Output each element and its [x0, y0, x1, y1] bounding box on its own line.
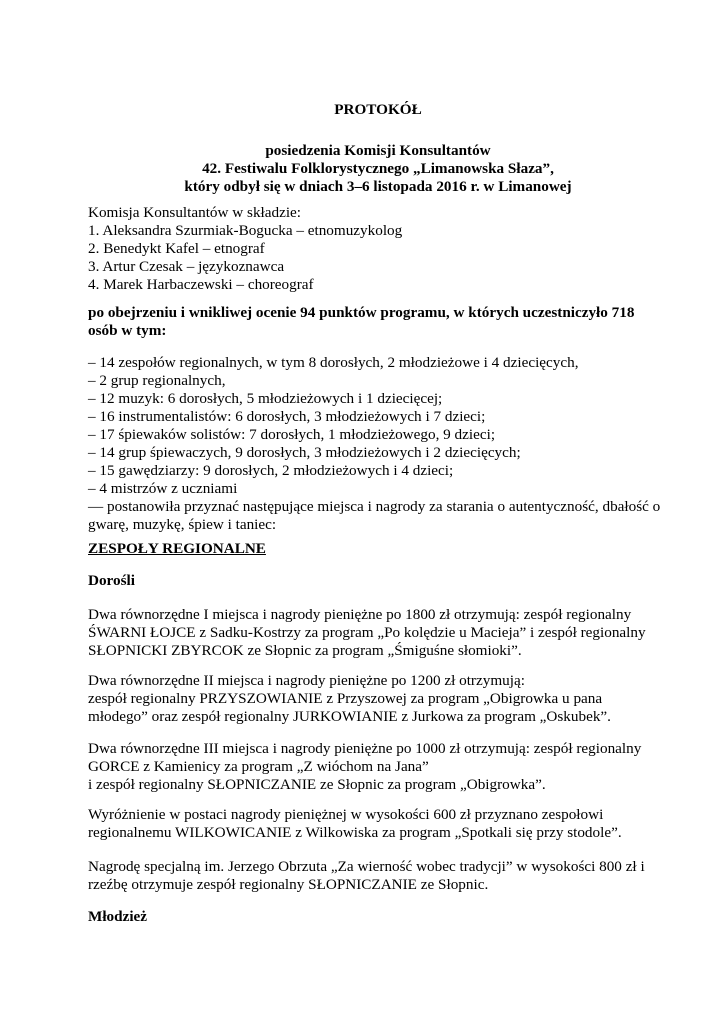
list-item: – 16 instrumentalistów: 6 dorosłych, 3 młodzieżowych i 7 dzieci; — [88, 408, 486, 425]
list-item: — postanowiła przyznać następujące miejsca i nagrody za starania o autentyczność, dbałość o — [88, 498, 661, 515]
committee-member: 3. Artur Czesak – językoznawca — [88, 258, 285, 275]
committee-section — [88, 204, 668, 294]
list-item: – 12 muzyk: 6 dorosłych, 5 młodzieżowych i 1 dziecięcej; — [88, 390, 443, 407]
sub-heading-youth: Młodzież — [88, 908, 148, 925]
list-item: gwarę, muzykę, śpiew i taniec: — [88, 516, 277, 533]
award-special — [88, 858, 668, 894]
list-item: – 17 śpiewaków solistów: 7 dorosłych, 1 młodzieżowego, 9 dzieci; — [88, 426, 496, 443]
document-subtitle — [88, 142, 668, 196]
paragraph-line: Dwa równorzędne II miejsca i nagrody pieniężne po 1200 zł otrzymują: — [88, 672, 525, 689]
paragraph-line: Dwa równorzędne I miejsca i nagrody pieniężne po 1800 zł otrzymują: zespół regionalny — [88, 606, 632, 623]
list-item: – 4 mistrzów z uczniami — [88, 480, 238, 497]
committee-member: 2. Benedykt Kafel – etnograf — [88, 240, 265, 257]
paragraph-line: zespół regionalny PRZYSZOWIANIE z Przyszowej za program „Obigrowka u pana — [88, 690, 603, 707]
review-line: osób w tym: — [88, 322, 167, 339]
paragraph-line: rzeźbę otrzymuje zespół regionalny SŁOPNICZANIE ze Słopnic. — [88, 876, 489, 893]
paragraph-line: Dwa równorzędne III miejsca i nagrody pieniężne po 1000 zł otrzymują: zespół regionalny — [88, 740, 642, 757]
paragraph-line: młodego” oraz zespół regionalny JURKOWIANIE z Jurkowa za program „Oskubek”. — [88, 708, 611, 725]
award-distinction — [88, 806, 668, 842]
paragraph-line: GORCE z Kamienicy za program „Z wióchom na Jana” — [88, 758, 429, 775]
committee-intro: Komisja Konsultantów w składzie: — [88, 204, 302, 221]
paragraph-line: ŚWARNI ŁOJCE z Sadku-Kostrzy za program „Po kolędzie u Macieja” i zespół regionalny — [88, 624, 646, 641]
sub-heading-adults: Dorośli — [88, 572, 135, 589]
list-item: – 14 grup śpiewaczych, 9 dorosłych, 3 młodzieżowych i 2 dziecięcych; — [88, 444, 521, 461]
award-first-place — [88, 606, 668, 660]
paragraph-line: Wyróżnienie w postaci nagrody pieniężnej w wysokości 600 zł przyznano zespołowi — [88, 806, 604, 823]
paragraph-line: Nagrodę specjalną im. Jerzego Obrzuta „Za wierność wobec tradycji” w wysokości 800 zł i — [88, 858, 645, 875]
list-item: – 15 gawędziarzy: 9 dorosłych, 2 młodzieżowych i 4 dzieci; — [88, 462, 454, 479]
award-second-place — [88, 672, 668, 726]
participants-list — [88, 354, 668, 534]
document-title: PROTOKÓŁ — [334, 101, 422, 118]
subtitle-line: 42. Festiwalu Folklorystycznego „Limanowska Słaza”, — [202, 160, 554, 177]
review-statement — [88, 304, 668, 340]
section-heading: ZESPOŁY REGIONALNE — [88, 540, 266, 557]
review-line: po obejrzeniu i wnikliwej ocenie 94 punktów programu, w których uczestniczyło 718 — [88, 304, 635, 321]
award-third-place — [88, 740, 668, 794]
paragraph-line: SŁOPNICKI ZBYRCOK ze Słopnic za program „Śmiguśne słomioki”. — [88, 642, 522, 659]
committee-member: 4. Marek Harbaczewski – choreograf — [88, 276, 314, 293]
subtitle-line: który odbył się w dniach 3–6 listopada 2016 r. w Limanowej — [184, 178, 572, 195]
list-item: – 14 zespołów regionalnych, w tym 8 dorosłych, 2 młodzieżowe i 4 dziecięcych, — [88, 354, 579, 371]
subtitle-line: posiedzenia Komisji Konsultantów — [265, 142, 491, 159]
committee-member: 1. Aleksandra Szurmiak-Bogucka – etnomuzykolog — [88, 222, 403, 239]
list-item: – 2 grup regionalnych, — [88, 372, 226, 389]
paragraph-line: regionalnemu WILKOWICANIE z Wilkowiska za program „Spotkali się przy stodole”. — [88, 824, 622, 841]
paragraph-line: i zespół regionalny SŁOPNICZANIE ze Słopnic za program „Obigrowka”. — [88, 776, 546, 793]
